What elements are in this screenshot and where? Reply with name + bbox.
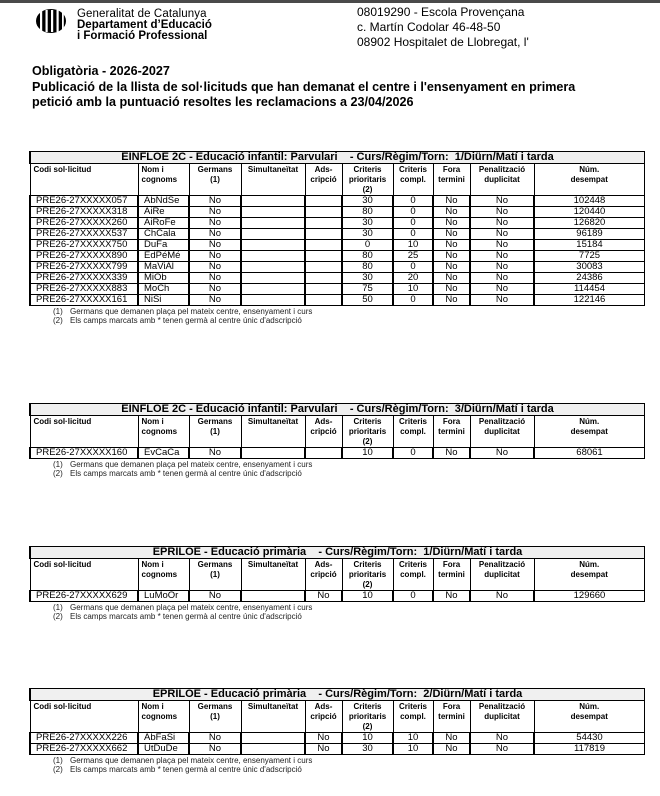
cell-ads [305, 273, 342, 284]
section-caption: EPRILOE - Educació primària - Curs/Règim/Torn: 1/Diürn/Matí i tarda [30, 547, 645, 559]
column-header-fora: Fora termini [433, 164, 470, 196]
cell-crit-compl: 0 [393, 218, 433, 229]
cell-simult [241, 240, 305, 251]
cell-crit-prio: 30 [342, 229, 393, 240]
cell-penal: No [470, 448, 534, 459]
cell-ads [305, 251, 342, 262]
title-line-1: Obligatòria - 2026-2027 [32, 64, 170, 78]
cell-crit-prio: 50 [342, 295, 393, 306]
table-row [30, 591, 645, 602]
table-row [30, 273, 645, 284]
column-header-fora: Fora termini [433, 701, 470, 733]
column-header-crit-compl: Criteris compl. [393, 416, 433, 448]
cell-nom: MaViAl [138, 262, 189, 273]
cell-crit-compl: 0 [393, 262, 433, 273]
document-title [32, 64, 652, 111]
column-header-fora: Fora termini [433, 559, 470, 591]
results-section [29, 403, 645, 478]
cell-ads [305, 207, 342, 218]
footnote-text: Germans que demanen plaça pel mateix centre, ensenyament i curs [70, 756, 313, 765]
footnote [53, 469, 645, 478]
cell-germans: No [189, 207, 241, 218]
cell-fora: No [433, 262, 470, 273]
cell-codi: PRE26-27XXXXX890 [30, 251, 138, 262]
cell-crit-prio: 10 [342, 733, 393, 744]
school-street: c. Martín Codolar 46-48-50 [357, 20, 501, 34]
cell-penal: No [470, 591, 534, 602]
table-row [30, 284, 645, 295]
cell-crit-compl: 25 [393, 251, 433, 262]
section-caption: EPRILOE - Educació primària - Curs/Règim/Torn: 2/Diürn/Matí i tarda [30, 689, 645, 701]
results-table [29, 546, 645, 602]
column-header-penal: Penalització duplicitat [470, 559, 534, 591]
cell-num: 102448 [534, 196, 645, 207]
footnote-text: Els camps marcats amb * tenen germà al centre únic d'adscripció [70, 469, 302, 478]
footnote-text: Els camps marcats amb * tenen germà al centre únic d'adscripció [70, 316, 302, 325]
cell-crit-prio: 10 [342, 448, 393, 459]
cell-nom: AbFaSi [138, 733, 189, 744]
cell-ads [305, 284, 342, 295]
footnote-number: (2) [53, 612, 63, 621]
cell-ads [305, 448, 342, 459]
cell-germans: No [189, 284, 241, 295]
cell-num: 68061 [534, 448, 645, 459]
table-row [30, 295, 645, 306]
cell-simult [241, 229, 305, 240]
cell-nom: ChCala [138, 229, 189, 240]
table-row [30, 448, 645, 459]
column-header-num: Núm. desempat [534, 701, 645, 733]
top-bar [0, 0, 660, 3]
column-header-nom: Nom i cognoms [138, 559, 189, 591]
column-header-penal: Penalització duplicitat [470, 701, 534, 733]
org-line-1: Generalitat de Catalunya [77, 8, 207, 20]
column-header-ads: Ads- cripció [305, 164, 342, 196]
cell-fora: No [433, 240, 470, 251]
cell-num: 96189 [534, 229, 645, 240]
cell-penal: No [470, 284, 534, 295]
cell-fora: No [433, 591, 470, 602]
cell-crit-compl: 10 [393, 240, 433, 251]
footnote [53, 603, 645, 612]
footnotes [29, 307, 645, 325]
cell-num: 120440 [534, 207, 645, 218]
cell-fora: No [433, 196, 470, 207]
column-header-crit-compl: Criteris compl. [393, 559, 433, 591]
footnote-text: Els camps marcats amb * tenen germà al centre únic d'adscripció [70, 765, 302, 774]
cell-nom: LuMoOr [138, 591, 189, 602]
cell-num: 24386 [534, 273, 645, 284]
cell-ads [305, 240, 342, 251]
table-row [30, 240, 645, 251]
footnotes [29, 603, 645, 621]
footnote-text: Els camps marcats amb * tenen germà al centre únic d'adscripció [70, 612, 302, 621]
cell-nom: DuFa [138, 240, 189, 251]
column-header-num: Núm. desempat [534, 559, 645, 591]
cell-simult [241, 273, 305, 284]
title-line-3: petició amb la puntuació resoltes les reclamacions a 23/04/2026 [32, 95, 414, 109]
cell-crit-compl: 0 [393, 196, 433, 207]
footnote-number: (2) [53, 765, 63, 774]
column-header-simult: Simultaneïtat [241, 416, 305, 448]
results-table [29, 151, 645, 306]
cell-simult [241, 207, 305, 218]
cell-nom: NiSi [138, 295, 189, 306]
cell-ads [305, 295, 342, 306]
column-header-fora: Fora termini [433, 416, 470, 448]
cell-germans: No [189, 273, 241, 284]
footnote-number: (1) [53, 756, 63, 765]
cell-germans: No [189, 229, 241, 240]
column-header-simult: Simultaneïtat [241, 164, 305, 196]
column-header-crit-prio: Criteris prioritaris (2) [342, 164, 393, 196]
table-row [30, 744, 645, 755]
column-header-germans: Germans (1) [189, 164, 241, 196]
footnote-number: (1) [53, 307, 63, 316]
cell-ads [305, 229, 342, 240]
cell-germans: No [189, 448, 241, 459]
footnote [53, 756, 645, 765]
column-header-germans: Germans (1) [189, 416, 241, 448]
cell-penal: No [470, 262, 534, 273]
cell-simult [241, 295, 305, 306]
cell-nom: EdPéMé [138, 251, 189, 262]
cell-germans: No [189, 218, 241, 229]
cell-num: 7725 [534, 251, 645, 262]
cell-germans: No [189, 240, 241, 251]
results-section [29, 151, 645, 325]
cell-penal: No [470, 218, 534, 229]
cell-codi: PRE26-27XXXXX161 [30, 295, 138, 306]
column-header-codi: Codi sol·licitud [30, 559, 138, 591]
cell-nom: MoCh [138, 284, 189, 295]
cell-ads [305, 196, 342, 207]
results-section [29, 546, 645, 621]
footnote [53, 316, 645, 325]
title-line-2: Publicació de la llista de sol·licituds que han demanat el centre i l'ensenyament en primera [32, 79, 576, 94]
cell-crit-prio: 80 [342, 207, 393, 218]
cell-germans: No [189, 744, 241, 755]
column-header-simult: Simultaneïtat [241, 559, 305, 591]
cell-crit-compl: 20 [393, 273, 433, 284]
cell-num: 114454 [534, 284, 645, 295]
footnote [53, 765, 645, 774]
footnotes [29, 756, 645, 774]
cell-nom: EvCaCa [138, 448, 189, 459]
footnote [53, 307, 645, 316]
cell-fora: No [433, 229, 470, 240]
cell-crit-compl: 0 [393, 229, 433, 240]
organization-name [77, 9, 212, 42]
table-row [30, 207, 645, 218]
results-table [29, 688, 645, 755]
cell-germans: No [189, 295, 241, 306]
cell-fora: No [433, 733, 470, 744]
footnote [53, 612, 645, 621]
results-table [29, 403, 645, 459]
cell-simult [241, 262, 305, 273]
results-section [29, 688, 645, 774]
cell-germans: No [189, 733, 241, 744]
cell-penal: No [470, 251, 534, 262]
column-header-ads: Ads- cripció [305, 416, 342, 448]
cell-crit-compl: 10 [393, 284, 433, 295]
cell-nom: AbNdSe [138, 196, 189, 207]
cell-crit-prio: 10 [342, 591, 393, 602]
cell-crit-prio: 0 [342, 240, 393, 251]
column-header-crit-prio: Criteris prioritaris (2) [342, 559, 393, 591]
cell-codi: PRE26-27XXXXX260 [30, 218, 138, 229]
cell-num: 30083 [534, 262, 645, 273]
cell-fora: No [433, 218, 470, 229]
cell-nom: AiRe [138, 207, 189, 218]
cell-fora: No [433, 295, 470, 306]
cell-penal: No [470, 273, 534, 284]
cell-crit-compl: 0 [393, 295, 433, 306]
column-header-nom: Nom i cognoms [138, 701, 189, 733]
cell-codi: PRE26-27XXXXX662 [30, 744, 138, 755]
cell-ads: No [305, 744, 342, 755]
column-header-penal: Penalització duplicitat [470, 416, 534, 448]
column-header-num: Núm. desempat [534, 416, 645, 448]
cell-ads: No [305, 591, 342, 602]
cell-fora: No [433, 207, 470, 218]
cell-simult [241, 218, 305, 229]
cell-penal: No [470, 196, 534, 207]
column-header-nom: Nom i cognoms [138, 416, 189, 448]
footnote-text: Germans que demanen plaça pel mateix centre, ensenyament i curs [70, 460, 313, 469]
footnote-text: Germans que demanen plaça pel mateix centre, ensenyament i curs [70, 603, 313, 612]
column-header-simult: Simultaneïtat [241, 701, 305, 733]
column-header-ads: Ads- cripció [305, 701, 342, 733]
footnote-number: (1) [53, 603, 63, 612]
org-line-2: Departament d’Educació [77, 19, 212, 31]
cell-penal: No [470, 207, 534, 218]
cell-simult [241, 448, 305, 459]
table-row [30, 218, 645, 229]
cell-crit-prio: 75 [342, 284, 393, 295]
table-row [30, 733, 645, 744]
table-row [30, 229, 645, 240]
cell-crit-prio: 30 [342, 196, 393, 207]
cell-fora: No [433, 284, 470, 295]
org-line-3: i Formació Professional [77, 30, 208, 42]
cell-codi: PRE26-27XXXXX750 [30, 240, 138, 251]
column-header-ads: Ads- cripció [305, 559, 342, 591]
cell-penal: No [470, 295, 534, 306]
section-caption: EINFLOE 2C - Educació infantil: Parvulari - Curs/Règim/Torn: 1/Diürn/Matí i tarda [30, 152, 645, 164]
cell-crit-prio: 80 [342, 262, 393, 273]
cell-num: 126820 [534, 218, 645, 229]
cell-germans: No [189, 591, 241, 602]
cell-simult [241, 591, 305, 602]
cell-codi: PRE26-27XXXXX339 [30, 273, 138, 284]
column-header-num: Núm. desempat [534, 164, 645, 196]
table-row [30, 196, 645, 207]
cell-nom: MiOb [138, 273, 189, 284]
cell-penal: No [470, 733, 534, 744]
column-header-penal: Penalització duplicitat [470, 164, 534, 196]
cell-crit-compl: 0 [393, 448, 433, 459]
cell-fora: No [433, 251, 470, 262]
cell-crit-prio: 30 [342, 218, 393, 229]
cell-fora: No [433, 744, 470, 755]
cell-simult [241, 196, 305, 207]
cell-simult [241, 744, 305, 755]
column-header-codi: Codi sol·licitud [30, 416, 138, 448]
cell-codi: PRE26-27XXXXX629 [30, 591, 138, 602]
cell-ads: No [305, 733, 342, 744]
cell-germans: No [189, 251, 241, 262]
cell-codi: PRE26-27XXXXX318 [30, 207, 138, 218]
cell-crit-compl: 0 [393, 207, 433, 218]
cell-codi: PRE26-27XXXXX057 [30, 196, 138, 207]
section-caption: EINFLOE 2C - Educació infantil: Parvulari - Curs/Règim/Torn: 3/Diürn/Matí i tarda [30, 404, 645, 416]
column-header-codi: Codi sol·licitud [30, 164, 138, 196]
cell-crit-prio: 80 [342, 251, 393, 262]
column-header-crit-compl: Criteris compl. [393, 164, 433, 196]
footnote-number: (1) [53, 460, 63, 469]
footnote [53, 460, 645, 469]
cell-codi: PRE26-27XXXXX799 [30, 262, 138, 273]
cell-codi: PRE26-27XXXXX883 [30, 284, 138, 295]
cell-penal: No [470, 240, 534, 251]
cell-germans: No [189, 196, 241, 207]
table-row [30, 262, 645, 273]
cell-crit-prio: 30 [342, 273, 393, 284]
footnote-number: (2) [53, 469, 63, 478]
cell-crit-compl: 0 [393, 591, 433, 602]
cell-codi: PRE26-27XXXXX537 [30, 229, 138, 240]
cell-simult [241, 733, 305, 744]
generalitat-logo-icon [35, 8, 67, 34]
cell-num: 117819 [534, 744, 645, 755]
cell-ads [305, 262, 342, 273]
column-header-crit-prio: Criteris prioritaris (2) [342, 416, 393, 448]
school-code-name: 08019290 - Escola Provençana [357, 5, 525, 19]
cell-num: 15184 [534, 240, 645, 251]
footnotes [29, 460, 645, 478]
column-header-germans: Germans (1) [189, 701, 241, 733]
cell-fora: No [433, 273, 470, 284]
school-city: 08902 Hospitalet de Llobregat, l' [357, 35, 529, 49]
cell-fora: No [433, 448, 470, 459]
cell-penal: No [470, 744, 534, 755]
cell-simult [241, 284, 305, 295]
cell-simult [241, 251, 305, 262]
cell-crit-compl: 10 [393, 744, 433, 755]
cell-germans: No [189, 262, 241, 273]
column-header-codi: Codi sol·licitud [30, 701, 138, 733]
cell-crit-compl: 10 [393, 733, 433, 744]
school-address [357, 5, 529, 50]
cell-ads [305, 218, 342, 229]
cell-crit-prio: 30 [342, 744, 393, 755]
cell-num: 54430 [534, 733, 645, 744]
column-header-nom: Nom i cognoms [138, 164, 189, 196]
cell-num: 129660 [534, 591, 645, 602]
column-header-germans: Germans (1) [189, 559, 241, 591]
footnote-number: (2) [53, 316, 63, 325]
column-header-crit-prio: Criteris prioritaris (2) [342, 701, 393, 733]
cell-nom: AiRoFe [138, 218, 189, 229]
table-row [30, 251, 645, 262]
cell-num: 122146 [534, 295, 645, 306]
footnote-text: Germans que demanen plaça pel mateix centre, ensenyament i curs [70, 307, 313, 316]
column-header-crit-compl: Criteris compl. [393, 701, 433, 733]
cell-codi: PRE26-27XXXXX160 [30, 448, 138, 459]
cell-codi: PRE26-27XXXXX226 [30, 733, 138, 744]
cell-nom: UtDuDe [138, 744, 189, 755]
cell-penal: No [470, 229, 534, 240]
